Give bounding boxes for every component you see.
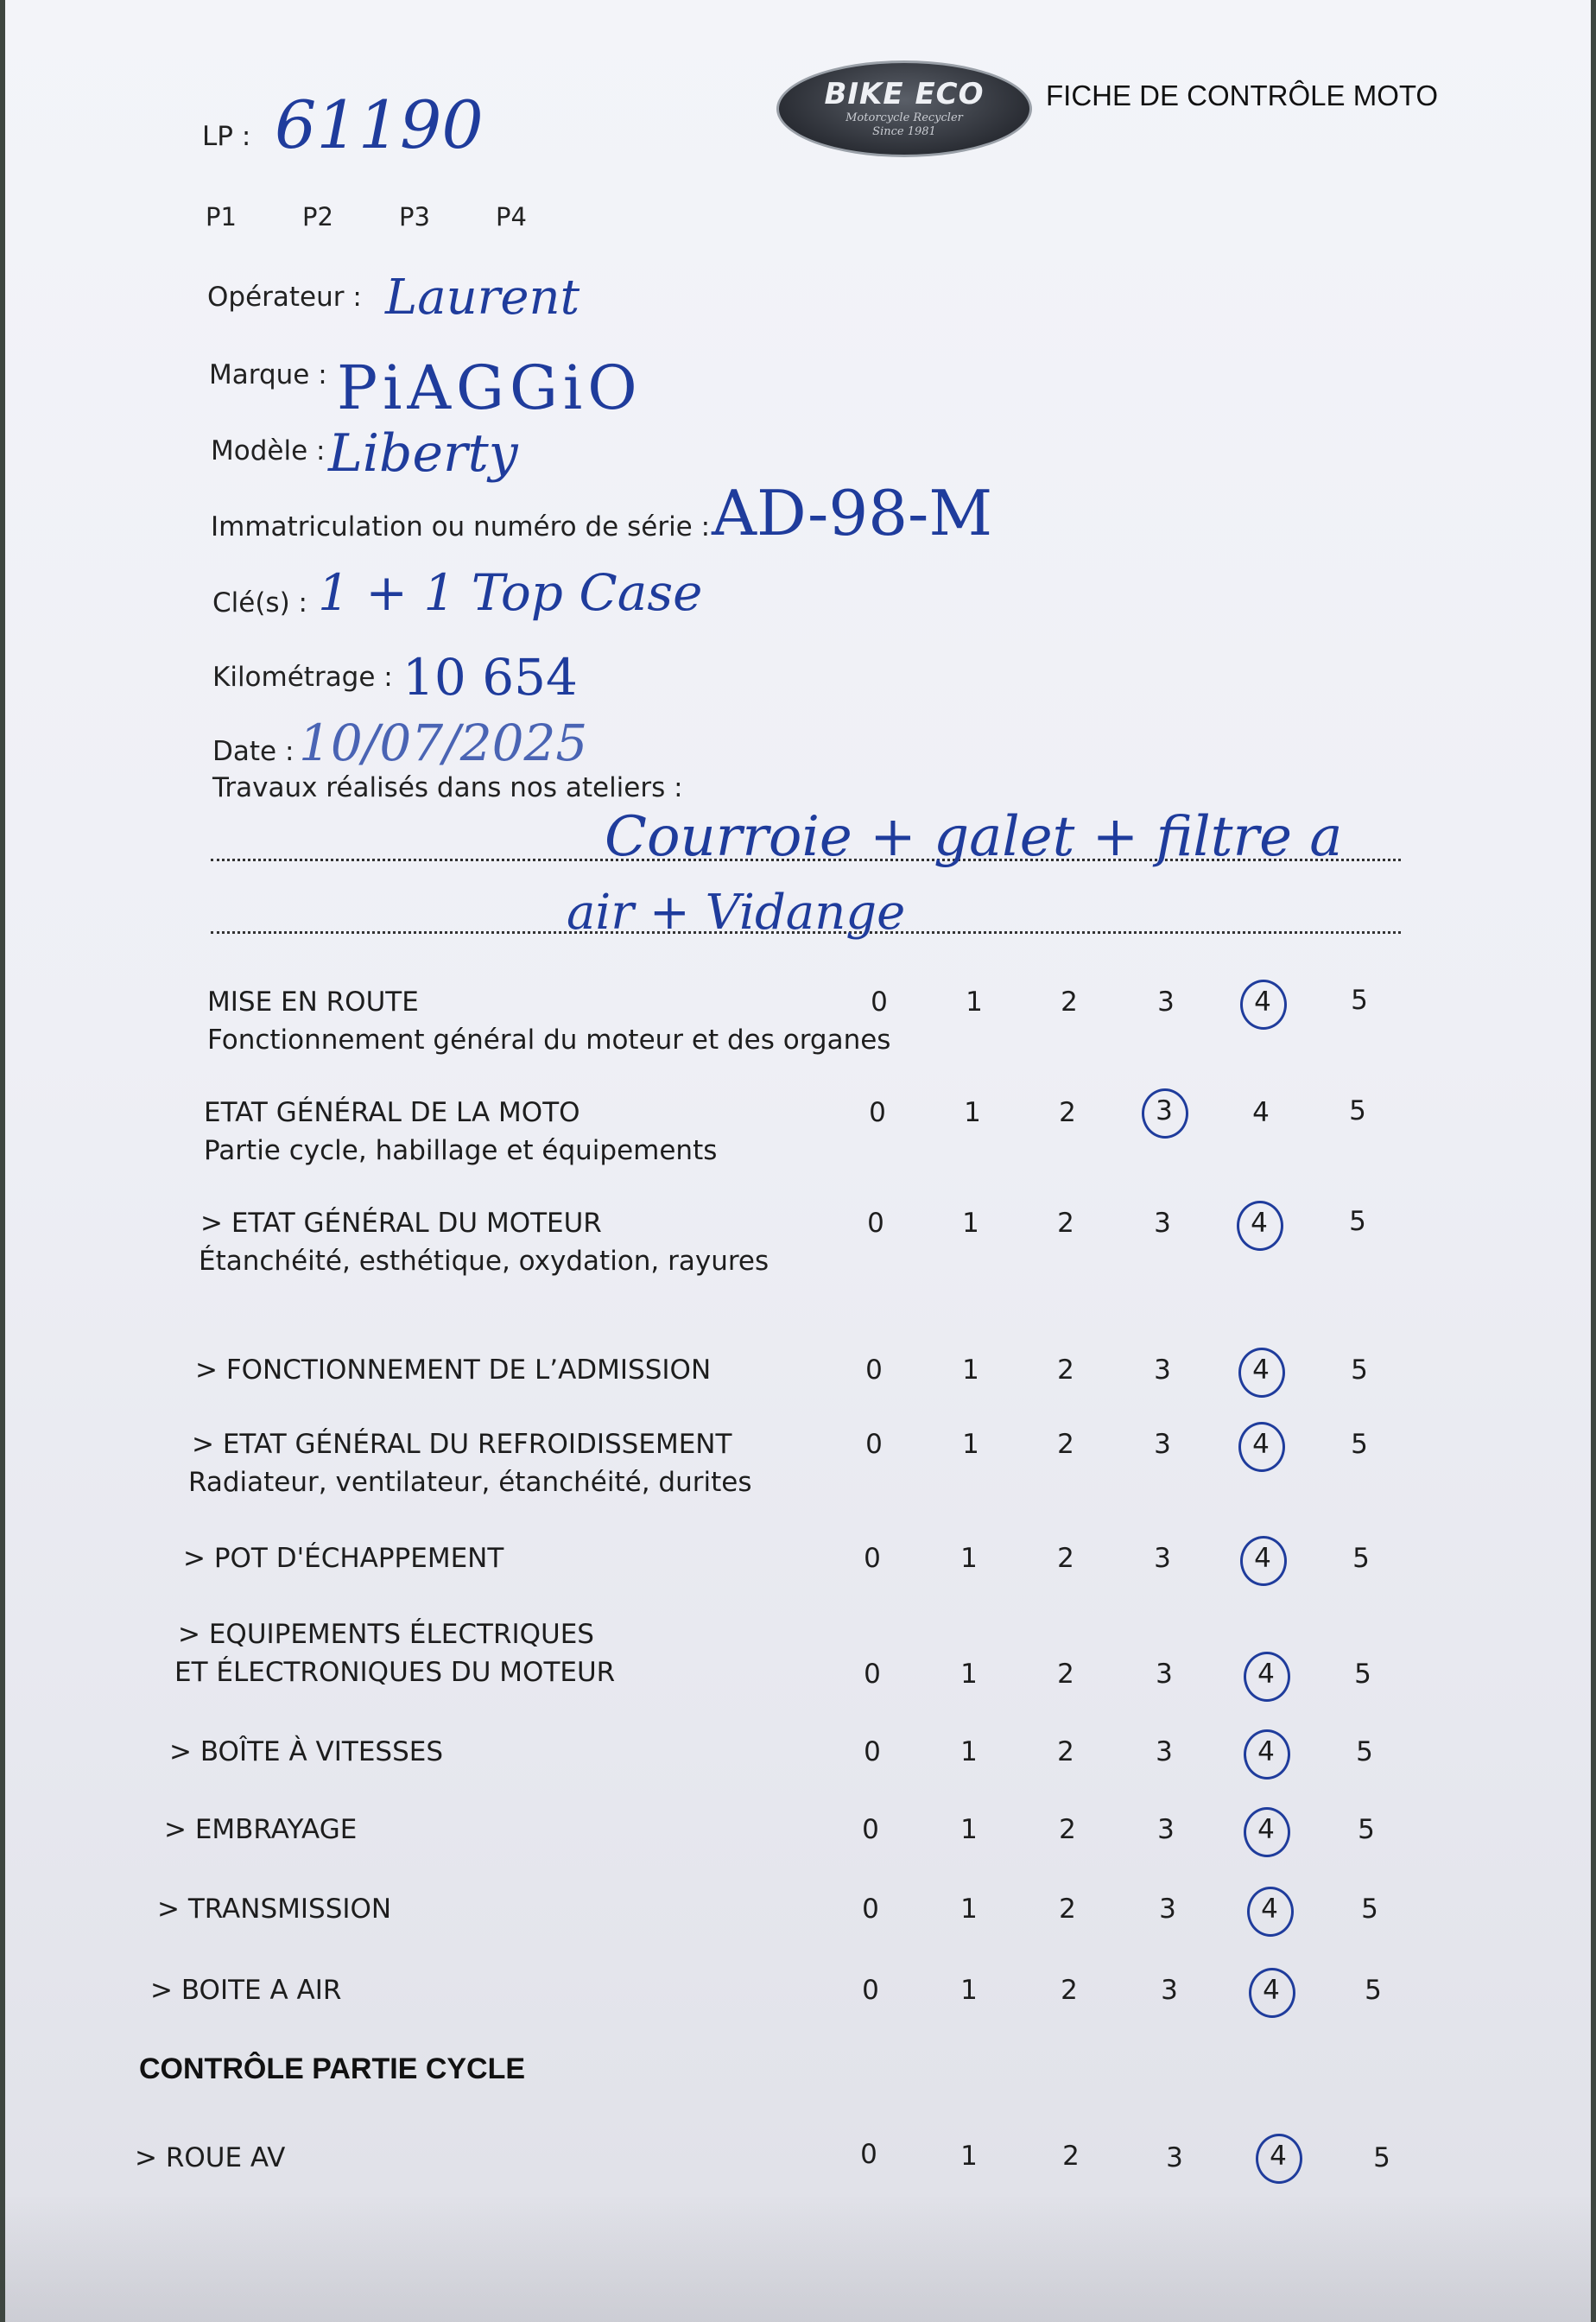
score-1[interactable]: 1 xyxy=(966,987,983,1018)
position-p3: P3 xyxy=(399,202,430,232)
score-5[interactable]: 5 xyxy=(1354,1659,1371,1690)
control-sheet xyxy=(5,0,1591,2322)
score-5[interactable]: 5 xyxy=(1373,2142,1390,2173)
score-4-selected[interactable]: 4 xyxy=(1249,1736,1283,1767)
score-5[interactable]: 5 xyxy=(1351,985,1368,1016)
score-3[interactable]: 3 xyxy=(1159,1894,1176,1925)
score-2[interactable]: 2 xyxy=(1059,1814,1076,1845)
lp-value: 61190 xyxy=(275,86,484,163)
operator-label: Opérateur : xyxy=(207,282,362,313)
works-text-1: Courroie + galet + filtre a xyxy=(605,805,1343,869)
keys-label: Clé(s) : xyxy=(212,587,307,619)
score-5[interactable]: 5 xyxy=(1351,1429,1368,1460)
score-3[interactable]: 3 xyxy=(1154,1429,1171,1460)
score-0[interactable]: 0 xyxy=(862,1975,879,2006)
row-subtitle: Partie cycle, habillage et équipements xyxy=(204,1135,718,1166)
score-3[interactable]: 3 xyxy=(1154,1354,1171,1386)
score-2[interactable]: 2 xyxy=(1062,2141,1080,2172)
score-1[interactable]: 1 xyxy=(960,1814,978,1845)
score-4-selected[interactable]: 4 xyxy=(1249,1814,1283,1845)
score-0[interactable]: 0 xyxy=(865,1429,883,1460)
page-title: FICHE DE CONTRÔLE MOTO xyxy=(1046,79,1439,111)
score-0[interactable]: 0 xyxy=(864,1659,881,1690)
score-3[interactable]: 3 xyxy=(1154,1543,1171,1574)
logo-since: Since 1981 xyxy=(872,125,936,138)
score-0[interactable]: 0 xyxy=(862,1814,879,1845)
score-0[interactable]: 0 xyxy=(864,1543,881,1574)
score-3-selected[interactable]: 3 xyxy=(1147,1095,1181,1126)
score-2[interactable]: 2 xyxy=(1061,987,1078,1018)
score-2[interactable]: 2 xyxy=(1057,1736,1074,1767)
score-2[interactable]: 2 xyxy=(1061,1975,1078,2006)
score-0[interactable]: 0 xyxy=(871,987,888,1018)
score-5[interactable]: 5 xyxy=(1351,1354,1368,1386)
score-3[interactable]: 3 xyxy=(1154,1208,1171,1239)
score-5[interactable]: 5 xyxy=(1361,1894,1378,1925)
score-2[interactable]: 2 xyxy=(1059,1097,1076,1128)
date-value: 10/07/2025 xyxy=(299,714,588,772)
score-1[interactable]: 1 xyxy=(960,1975,978,2006)
score-1[interactable]: 1 xyxy=(962,1429,979,1460)
brand-label: Marque : xyxy=(209,359,327,390)
score-1[interactable]: 1 xyxy=(962,1208,979,1239)
score-5[interactable]: 5 xyxy=(1365,1975,1382,2006)
lp-label: LP : xyxy=(202,121,251,152)
score-4-selected[interactable]: 4 xyxy=(1261,2141,1295,2172)
score-0[interactable]: 0 xyxy=(869,1097,886,1128)
row-subtitle: Fonctionnement général du moteur et des organes xyxy=(207,1025,891,1056)
score-1[interactable]: 1 xyxy=(960,2141,978,2172)
score-2[interactable]: 2 xyxy=(1057,1354,1074,1386)
row-title: > ETAT GÉNÉRAL DU REFROIDISSEMENT xyxy=(192,1429,732,1460)
score-5[interactable]: 5 xyxy=(1349,1206,1366,1237)
operator-value: Laurent xyxy=(385,270,580,326)
score-2[interactable]: 2 xyxy=(1057,1543,1074,1574)
score-2[interactable]: 2 xyxy=(1059,1894,1076,1925)
row-title: > TRANSMISSION xyxy=(157,1894,392,1925)
score-0[interactable]: 0 xyxy=(865,1354,883,1386)
date-label: Date : xyxy=(212,736,294,767)
logo-tagline: Motorcycle Recycler xyxy=(846,111,963,124)
score-1[interactable]: 1 xyxy=(960,1543,978,1574)
score-1[interactable]: 1 xyxy=(964,1097,981,1128)
row-title: > ROUE AV xyxy=(135,2142,286,2173)
section-partie-cycle: CONTRÔLE PARTIE CYCLE xyxy=(139,2052,526,2085)
score-5[interactable]: 5 xyxy=(1349,1095,1366,1126)
score-4-selected[interactable]: 4 xyxy=(1249,1659,1283,1690)
brand-value: PiAGGiO xyxy=(337,352,643,423)
plate-label: Immatriculation ou numéro de série : xyxy=(211,511,711,542)
position-p4: P4 xyxy=(496,202,527,232)
row-subtitle: Étanchéité, esthétique, oxydation, rayures xyxy=(199,1246,770,1277)
score-5[interactable]: 5 xyxy=(1358,1814,1375,1845)
score-4-selected[interactable]: 4 xyxy=(1254,1975,1289,2006)
score-0[interactable]: 0 xyxy=(860,2139,877,2170)
row-title: > FONCTIONNEMENT DE L’ADMISSION xyxy=(195,1354,712,1386)
bike-eco-logo xyxy=(776,60,1032,157)
score-1[interactable]: 1 xyxy=(960,1659,978,1690)
score-1[interactable]: 1 xyxy=(960,1736,978,1767)
page-shadow xyxy=(5,2194,1591,2322)
score-4-selected[interactable]: 4 xyxy=(1244,1429,1278,1460)
row-title: MISE EN ROUTE xyxy=(207,987,419,1018)
score-2[interactable]: 2 xyxy=(1057,1429,1074,1460)
works-text-2: air + Vidange xyxy=(567,885,906,941)
score-0[interactable]: 0 xyxy=(867,1208,884,1239)
score-2[interactable]: 2 xyxy=(1057,1208,1074,1239)
score-3[interactable]: 3 xyxy=(1157,1814,1175,1845)
logo-name: BIKE ECO xyxy=(824,77,985,111)
row-subtitle: ET ÉLECTRONIQUES DU MOTEUR xyxy=(174,1657,616,1688)
plate-value: AD-98-M xyxy=(712,477,993,549)
score-2[interactable]: 2 xyxy=(1057,1659,1074,1690)
model-value: Liberty xyxy=(328,423,518,484)
score-4-selected[interactable]: 4 xyxy=(1244,1354,1278,1386)
row-title: > EMBRAYAGE xyxy=(164,1814,358,1845)
score-0[interactable]: 0 xyxy=(864,1736,881,1767)
score-3[interactable]: 3 xyxy=(1156,1736,1173,1767)
score-4-selected[interactable]: 4 xyxy=(1242,1208,1276,1239)
row-title: > ETAT GÉNÉRAL DU MOTEUR xyxy=(200,1208,602,1239)
score-0[interactable]: 0 xyxy=(862,1894,879,1925)
score-4[interactable]: 4 xyxy=(1252,1097,1270,1128)
score-4-selected[interactable]: 4 xyxy=(1252,1894,1287,1925)
model-label: Modèle : xyxy=(211,435,326,466)
position-p2: P2 xyxy=(302,202,333,232)
score-1[interactable]: 1 xyxy=(960,1894,978,1925)
score-4-selected[interactable]: 4 xyxy=(1245,987,1280,1018)
score-3[interactable]: 3 xyxy=(1157,987,1175,1018)
row-title: > BOÎTE À VITESSES xyxy=(169,1736,444,1767)
score-5[interactable]: 5 xyxy=(1356,1736,1373,1767)
score-3[interactable]: 3 xyxy=(1166,2142,1183,2173)
mileage-label: Kilométrage : xyxy=(212,662,393,693)
row-title: > BOITE A AIR xyxy=(150,1975,342,2006)
row-subtitle: Radiateur, ventilateur, étanchéité, durites xyxy=(188,1467,752,1498)
score-4-selected[interactable]: 4 xyxy=(1245,1543,1280,1574)
row-title: > POT D'ÉCHAPPEMENT xyxy=(183,1543,504,1574)
score-3[interactable]: 3 xyxy=(1161,1975,1178,2006)
score-5[interactable]: 5 xyxy=(1352,1543,1370,1574)
row-title: > EQUIPEMENTS ÉLECTRIQUES xyxy=(178,1619,594,1650)
score-1[interactable]: 1 xyxy=(962,1354,979,1386)
score-3[interactable]: 3 xyxy=(1156,1659,1173,1690)
mileage-value: 10 654 xyxy=(402,648,578,707)
row-title: ETAT GÉNÉRAL DE LA MOTO xyxy=(204,1097,580,1128)
position-p1: P1 xyxy=(206,202,237,232)
keys-value: 1 + 1 Top Case xyxy=(318,563,703,622)
works-label: Travaux réalisés dans nos ateliers : xyxy=(212,772,683,803)
